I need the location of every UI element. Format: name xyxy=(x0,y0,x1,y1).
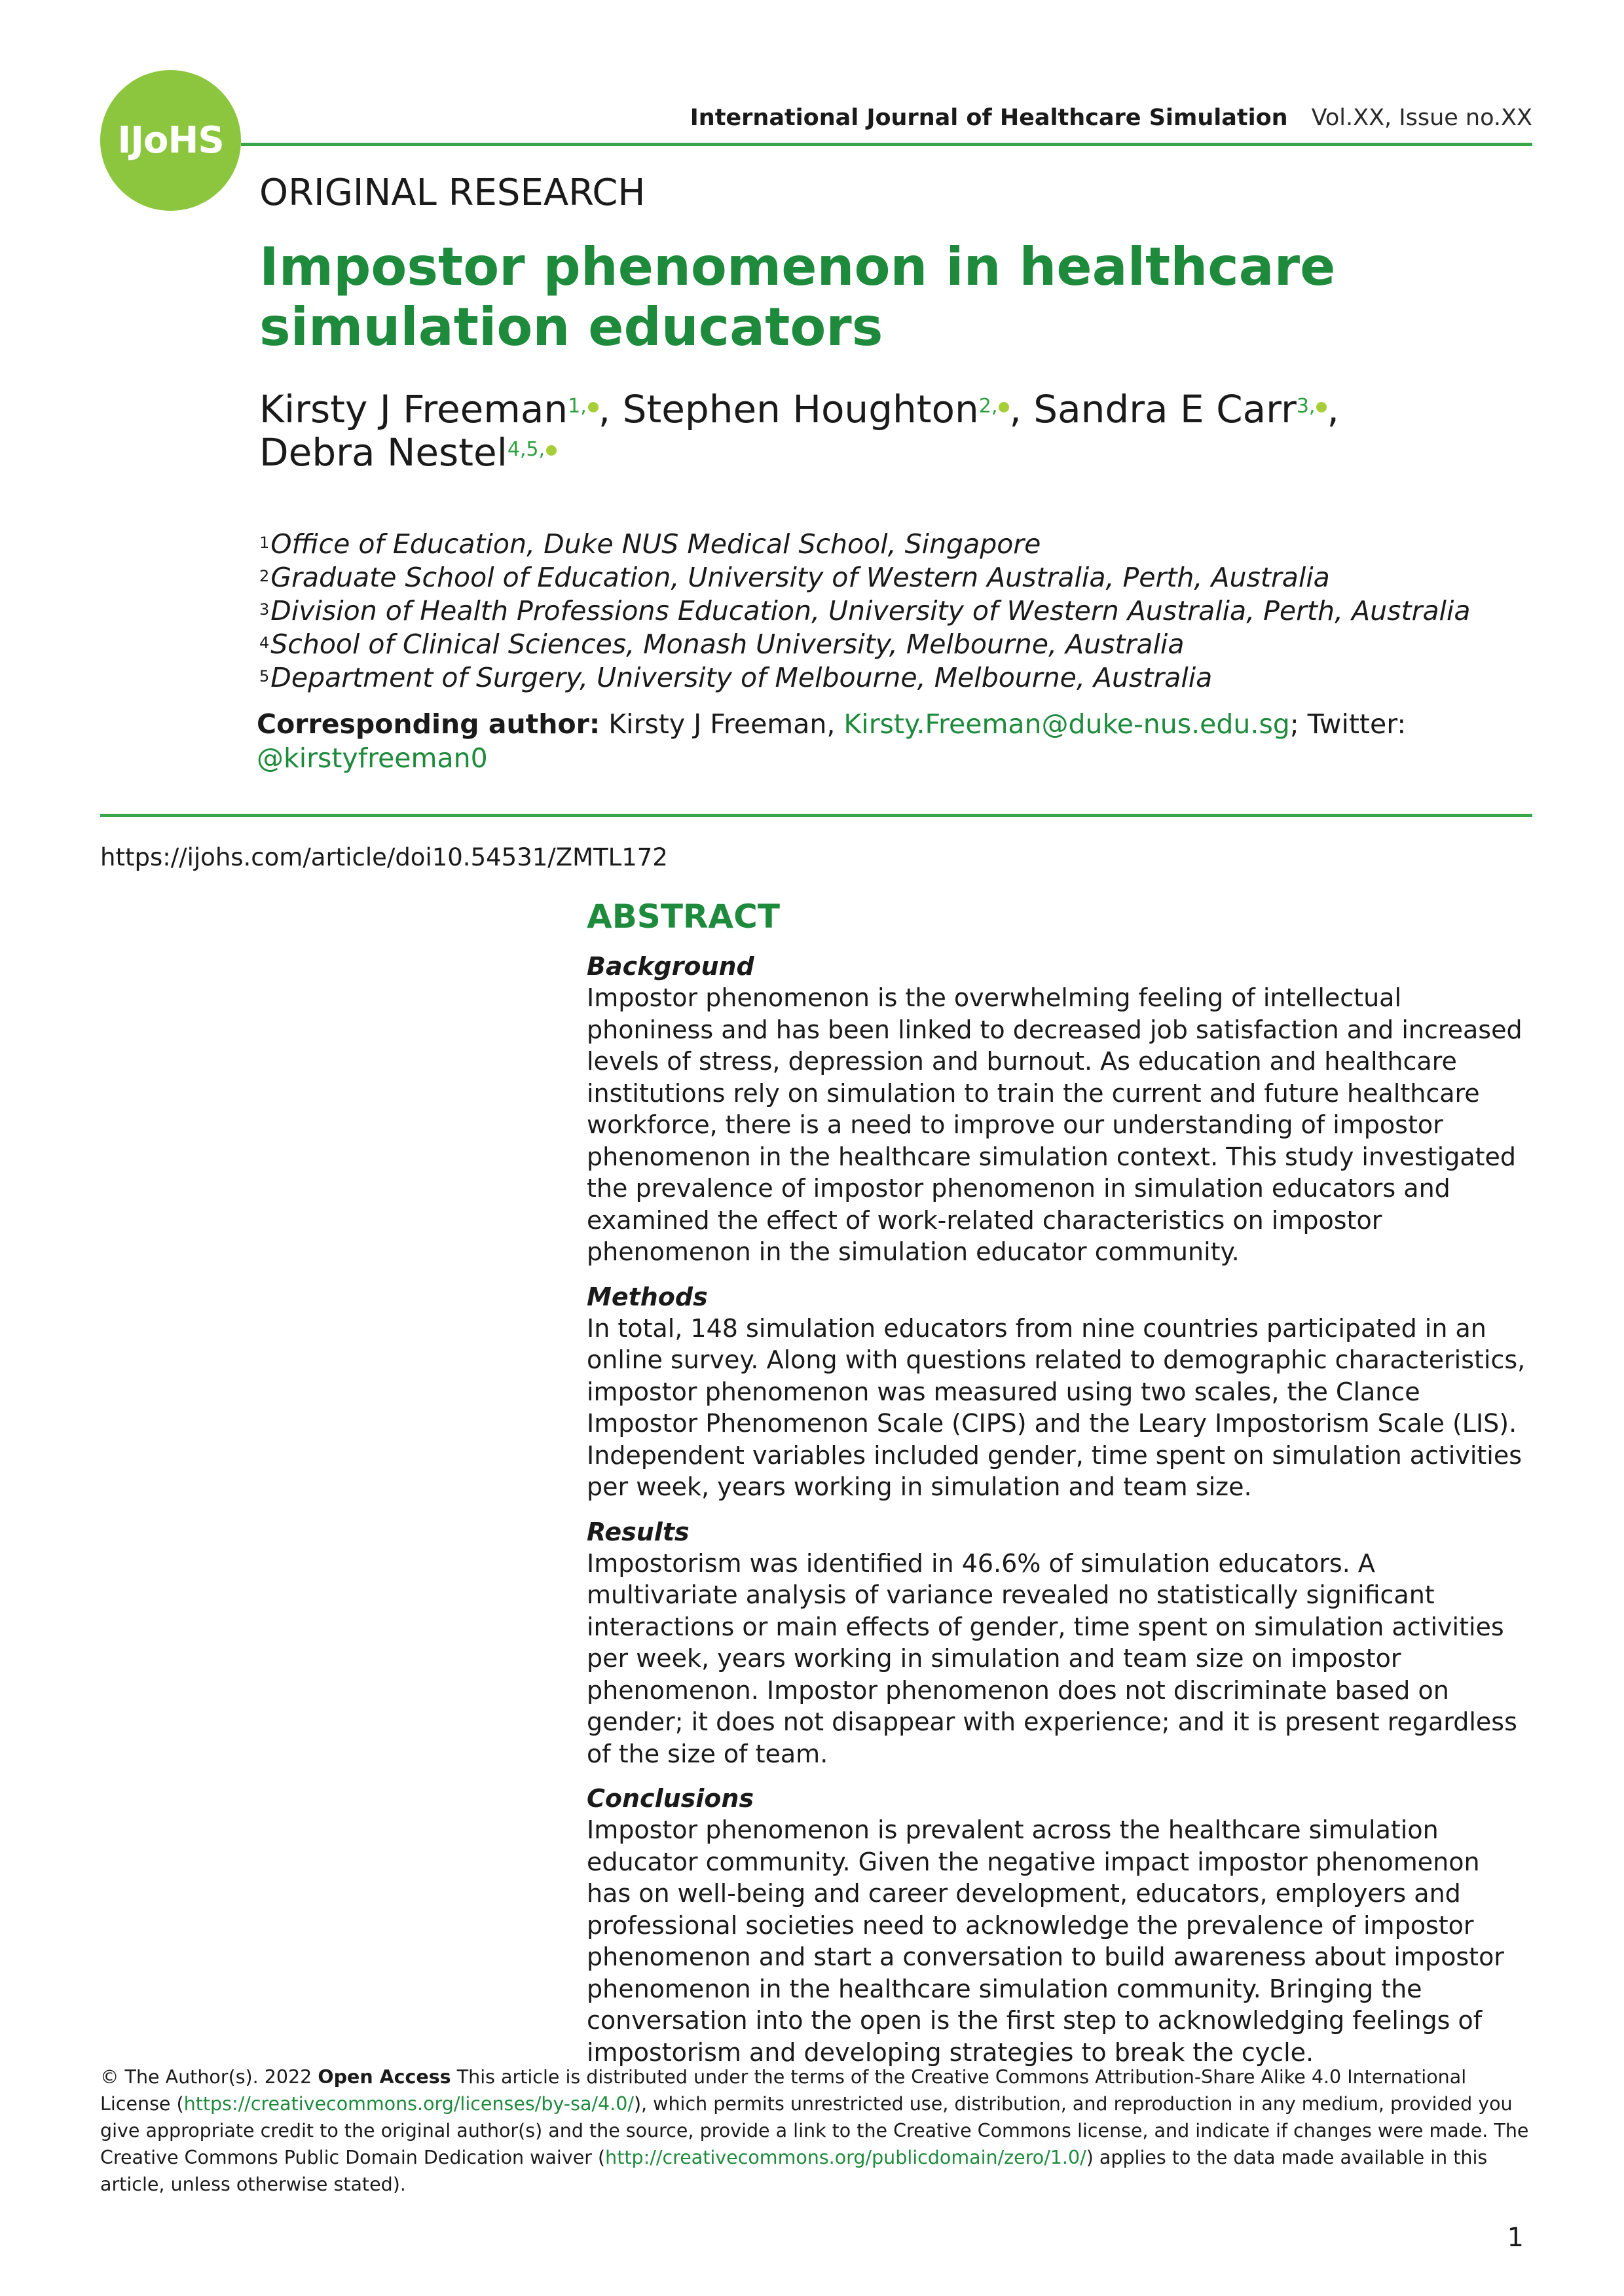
affiliation-number: 4 xyxy=(259,634,270,652)
author-separator: , xyxy=(1327,387,1339,431)
author-name[interactable]: Debra Nestel xyxy=(259,430,507,475)
affiliation-item xyxy=(259,561,1569,594)
abstract xyxy=(587,897,1530,2081)
orcid-icon[interactable] xyxy=(588,402,599,412)
journal-volume: Vol.XX, Issue no.XX xyxy=(1311,105,1532,131)
affiliation-item xyxy=(259,661,1569,695)
header-rule xyxy=(241,143,1532,146)
abstract-section-title: Results xyxy=(587,1517,690,1546)
license-text: ), which permits unrestricted use, distribution, and reproduction in any medium, provided you give appropriate credit to the original author(s) and the source, provide a link to the Creative Commons license, and indicate if changes were made. The Creative Commons Public Domain Dedication waiver ( xyxy=(100,2093,1529,2168)
affiliation-text: School of Clinical Sciences, Monash University, Melbourne, Australia xyxy=(270,629,1185,660)
article-title: Impostor phenomenon in healthcare simulation educators xyxy=(259,236,1336,357)
logo-text: IJoHS xyxy=(117,119,224,162)
affiliation-number: 2 xyxy=(259,567,270,585)
journal-header xyxy=(690,105,1532,131)
affiliation-text: Office of Education, Duke NUS Medical School, Singapore xyxy=(270,528,1041,560)
author-affil-ref[interactable]: 3, xyxy=(1296,395,1316,418)
journal-name: International Journal of Healthcare Simulation xyxy=(690,105,1288,131)
author-affil-ref[interactable]: 4,5, xyxy=(507,438,545,461)
affiliation-text: Department of Surgery, University of Melbourne, Melbourne, Australia xyxy=(270,662,1213,693)
abstract-section-text: In total, 148 simulation educators from nine countries participated in an online survey. Along with questions related to demographic characteristics, impostor phenomenon was measured using two scales, the Clance Impostor Phenomenon Scale (CIPS) and the Leary Impostorism Scale (LIS). Independent variables included gender, time spent on simulation activities per week, years working in simulation and team size. xyxy=(587,1313,1526,1501)
abstract-section-text: Impostor phenomenon is prevalent across the healthcare simulation educator community. Given the negative impact impostor phenomenon has on well-being and career development, educators, employers and professional societies need to acknowledge the prevalence of impostor phenomenon and start a conversation to build awareness about impostor phenomenon in the healthcare simulation community. Bringing the conversation into the open is the first step to acknowledging feelings of impostorism and developing strategies to break the cycle. xyxy=(587,1815,1504,2067)
author-list xyxy=(259,388,1504,474)
affiliation-item xyxy=(259,594,1569,628)
public-domain-link[interactable]: http://creativecommons.org/publicdomain/zero/1.0/ xyxy=(605,2147,1086,2168)
journal-logo xyxy=(100,70,241,211)
license-notice xyxy=(100,2064,1534,2198)
orcid-icon[interactable] xyxy=(999,402,1009,412)
abstract-section-title: Conclusions xyxy=(587,1784,754,1813)
doi-link[interactable]: https://ijohs.com/article/doi10.54531/ZMTL172 xyxy=(100,843,668,871)
author-name[interactable]: Stephen Houghton xyxy=(622,387,979,431)
affiliations xyxy=(259,528,1569,695)
affiliation-text: Graduate School of Education, University of Western Australia, Perth, Australia xyxy=(270,562,1330,593)
open-access-label: Open Access xyxy=(318,2066,451,2088)
corresponding-author xyxy=(257,707,1534,775)
abstract-section-text: Impostorism was identified in 46.6% of simulation educators. A multivariate analysis of variance revealed no statistically significant interactions or main effects of gender, time spent on simulation activities per week, years working in simulation and team size on impostor phenomenon. Impostor phenomenon does not discriminate based on gender; it does not disappear with experience; and it is present regardless of the size of team. xyxy=(587,1548,1517,1768)
abstract-section-title: Background xyxy=(587,952,754,981)
twitter-label: ; Twitter: xyxy=(1289,708,1407,740)
affiliation-number: 1 xyxy=(259,534,270,552)
corresponding-name: Kirsty J Freeman, xyxy=(600,708,844,740)
affiliation-number: 3 xyxy=(259,600,270,619)
license-text: This article is distributed under the terms of the Creative Commons Attribution-Share Alike 4.0 International License ( xyxy=(100,2066,1467,2115)
orcid-icon[interactable] xyxy=(1316,402,1327,412)
twitter-handle-link[interactable]: @kirstyfreeman0 xyxy=(257,742,488,774)
corresponding-email-link[interactable]: Kirsty.Freeman@duke-nus.edu.sg xyxy=(843,708,1290,740)
abstract-section-title: Methods xyxy=(587,1282,708,1311)
orcid-icon[interactable] xyxy=(546,445,557,456)
page-number: 1 xyxy=(1507,2223,1524,2253)
affiliation-item xyxy=(259,628,1569,661)
affiliation-item xyxy=(259,528,1569,561)
author-name[interactable]: Sandra E Carr xyxy=(1033,387,1297,431)
affiliation-text: Division of Health Professions Education, University of Western Australia, Perth, Australia xyxy=(270,595,1471,627)
license-text: ) applies to the data made available in this article, unless otherwise stated). xyxy=(100,2147,1488,2195)
author-name[interactable]: Kirsty J Freeman xyxy=(259,387,568,431)
author-separator: , xyxy=(598,387,623,431)
section-rule xyxy=(100,814,1532,817)
affiliation-number: 5 xyxy=(259,667,270,685)
license-link[interactable]: https://creativecommons.org/licenses/by-sa/4.0/ xyxy=(183,2093,634,2115)
author-separator: , xyxy=(1009,387,1034,431)
abstract-heading: ABSTRACT xyxy=(587,898,780,936)
corresponding-label: Corresponding author: xyxy=(257,708,600,740)
author-affil-ref[interactable]: 2, xyxy=(978,395,998,418)
author-affil-ref[interactable]: 1, xyxy=(568,395,587,418)
article-type: ORIGINAL RESEARCH xyxy=(259,172,646,214)
abstract-section-text: Impostor phenomenon is the overwhelming feeling of intellectual phoniness and has been linked to decreased job satisfaction and increased levels of stress, depression and burnout. As education and healthcare institutions rely on simulation to train the current and future healthcare workforce, there is a need to improve our understanding of impostor phenomenon in the healthcare simulation context. This study investigated the prevalence of impostor phenomenon in simulation educators and examined the effect of work-related characteristics on impostor phenomenon in the simulation educator community. xyxy=(587,983,1522,1266)
copyright-text: © The Author(s). 2022 xyxy=(100,2066,318,2088)
